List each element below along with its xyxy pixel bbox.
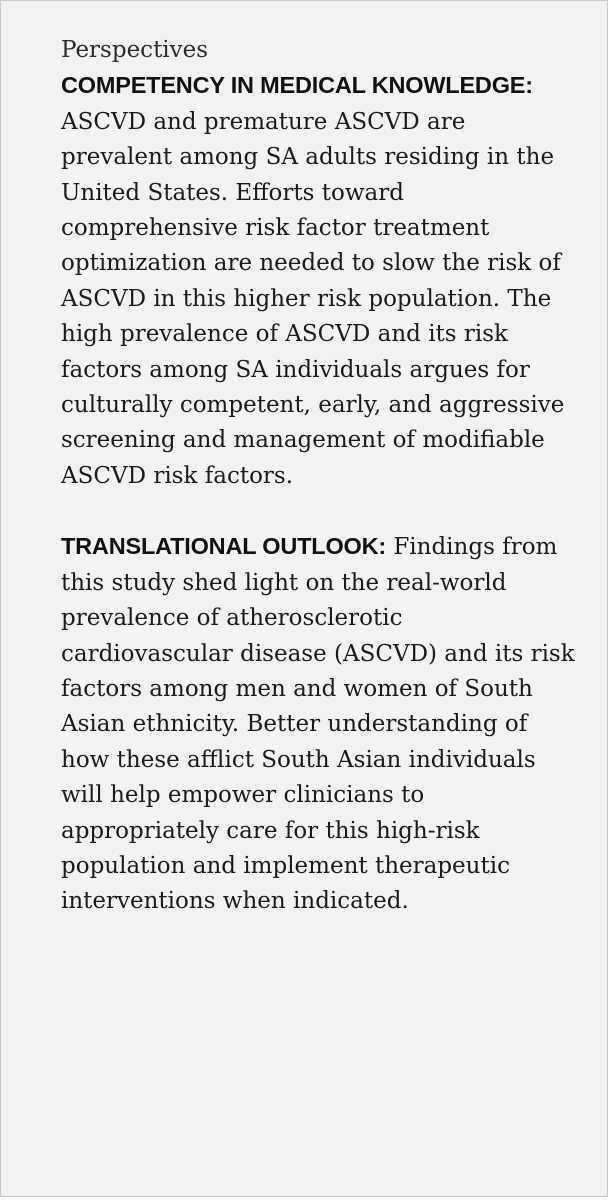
- competency-heading: COMPETENCY IN MEDICAL KNOWLEDGE:: [61, 72, 533, 99]
- section-kicker: Perspectives: [61, 37, 209, 63]
- competency-text: ASCVD and premature ASCVD are prevalent among SA adults residing in the United States. Efforts toward comprehensive risk factor treatment optimization are needed to slow the risk of ASCVD in this higher risk population. The high prevalence of ASCVD and its risk factors among SA individuals argues for culturally competent, early, and aggressive screening and management of modifiable ASCVD risk factors.: [61, 108, 565, 489]
- translational-text: Findings from this study shed light on the real-world prevalence of atherosclerotic cardiovascular disease (ASCVD) and its risk factors among men and women of South Asian ethnicity. Better understanding of how these afflict South Asian individuals will help empower clinicians to appropriately care for this high-risk population and implement therapeutic interventions when indicated.: [61, 534, 575, 915]
- competency-paragraph: [61, 68, 581, 494]
- translational-paragraph: [61, 529, 581, 919]
- translational-heading: TRANSLATIONAL OUTLOOK:: [61, 533, 387, 560]
